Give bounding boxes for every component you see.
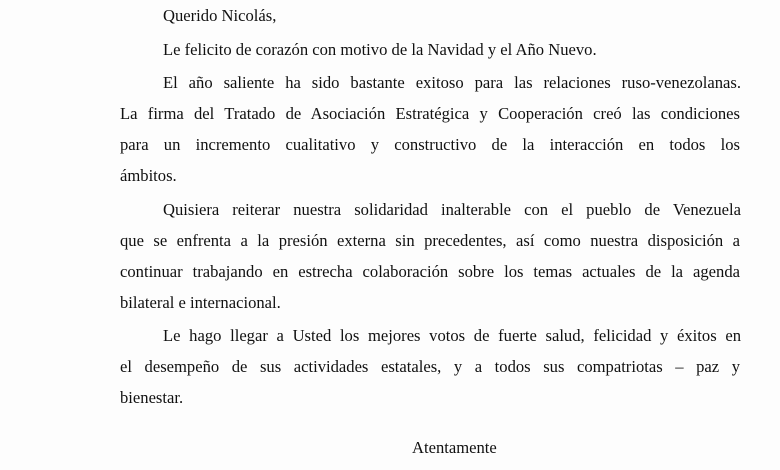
- closing: Atentamente: [412, 438, 497, 457]
- paragraph-2-line-2: La firma del Tratado de Asociación Estratégica y Cooperación creó las condiciones: [120, 104, 740, 123]
- paragraph-4-line-1: Le hago llegar a Usted los mejores votos de fuerte salud, felicidad y éxitos en: [163, 326, 741, 345]
- paragraph-2-line-3: para un incremento cualitativo y constructivo de la interacción en todos los: [120, 135, 740, 154]
- paragraph-2-line-1: El año saliente ha sido bastante exitoso para las relaciones ruso-venezolanas.: [163, 73, 741, 92]
- paragraph-1-line-1: Le felicito de corazón con motivo de la Navidad y el Año Nuevo.: [163, 40, 597, 59]
- salutation: Querido Nicolás,: [163, 6, 277, 25]
- paragraph-3-line-1: Quisiera reiterar nuestra solidaridad inalterable con el pueblo de Venezuela: [163, 200, 741, 219]
- paragraph-3-line-4: bilateral e internacional.: [120, 293, 281, 312]
- paragraph-4-line-3: bienestar.: [120, 388, 184, 407]
- paragraph-2-line-4: ámbitos.: [120, 166, 177, 185]
- paragraph-3-line-2: que se enfrenta a la presión externa sin precedentes, así como nuestra disposición a: [120, 231, 740, 250]
- paragraph-3-line-3: continuar trabajando en estrecha colaboración sobre los temas actuales de la agenda: [120, 262, 740, 281]
- paragraph-4-line-2: el desempeño de sus actividades estatales, y a todos sus compatriotas – paz y: [120, 357, 740, 376]
